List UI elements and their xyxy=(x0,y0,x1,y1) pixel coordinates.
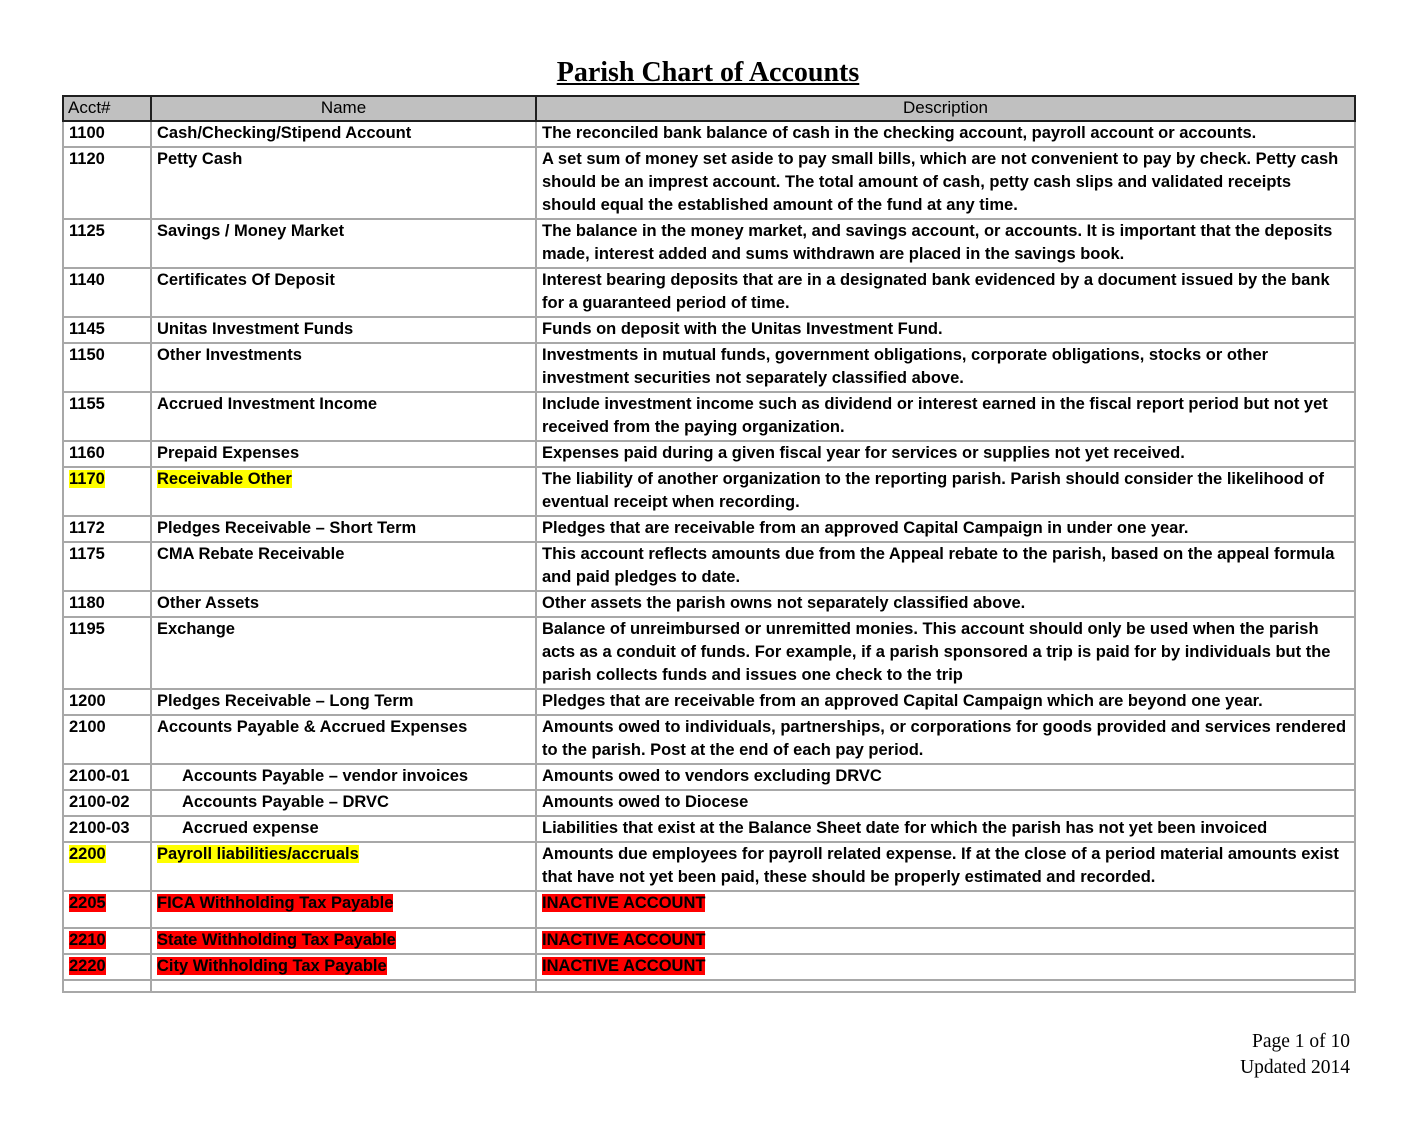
cell-acct-text: 1160 xyxy=(69,443,105,462)
cell-name xyxy=(151,542,536,591)
cell-desc xyxy=(536,816,1355,842)
cell-name xyxy=(151,842,536,891)
page-number: Page 1 of 10 xyxy=(1251,1030,1350,1052)
table-row xyxy=(63,790,1355,816)
cell-name xyxy=(151,441,536,467)
cell-name xyxy=(151,392,536,441)
table-row xyxy=(63,764,1355,790)
table-row xyxy=(63,954,1355,980)
table-row xyxy=(63,467,1355,516)
header-row xyxy=(63,96,1355,121)
cell-acct xyxy=(63,317,151,343)
cell-acct xyxy=(63,928,151,954)
cell-name-text: CMA Rebate Receivable xyxy=(157,544,345,563)
cell-desc xyxy=(536,392,1355,441)
cell-name xyxy=(151,790,536,816)
cell-desc xyxy=(536,268,1355,317)
cell-name-text: Exchange xyxy=(157,619,235,638)
table-row xyxy=(63,715,1355,764)
cell-acct xyxy=(63,689,151,715)
cell-acct-text: 1170 xyxy=(69,469,105,488)
accounts-table xyxy=(62,95,1356,993)
table-row xyxy=(63,891,1355,928)
table-row xyxy=(63,441,1355,467)
cell-name xyxy=(151,617,536,689)
page-footer xyxy=(62,1029,1354,1081)
cell-desc-text: INACTIVE ACCOUNT xyxy=(542,930,706,949)
table-row xyxy=(63,317,1355,343)
cell-name xyxy=(151,317,536,343)
cell-acct xyxy=(63,617,151,689)
cell-name-text: Accrued expense xyxy=(182,818,319,837)
cell-desc xyxy=(536,764,1355,790)
cell-name xyxy=(151,516,536,542)
cell-desc xyxy=(536,441,1355,467)
cell-name xyxy=(151,121,536,147)
cell-acct-text: 1155 xyxy=(69,394,105,413)
cell-acct-text: 1172 xyxy=(69,518,105,537)
cell-desc xyxy=(536,891,1355,928)
cell-acct xyxy=(63,790,151,816)
table-row xyxy=(63,219,1355,268)
cell-name-text: Prepaid Expenses xyxy=(157,443,300,462)
cell-desc xyxy=(536,689,1355,715)
cell-acct xyxy=(63,121,151,147)
cell-desc-text: Interest bearing deposits that are in a designated bank evidenced by a document issued by the bank for a guaranteed period of time. xyxy=(542,270,1330,312)
cell-name-text: Certificates Of Deposit xyxy=(157,270,335,289)
cell-acct xyxy=(63,467,151,516)
cell-name xyxy=(151,891,536,928)
cell-desc-text: Expenses paid during a given fiscal year for services or supplies not yet received. xyxy=(542,443,1185,462)
cell-name xyxy=(151,764,536,790)
cell-name-text: Receivable Other xyxy=(157,469,292,488)
cell-desc xyxy=(536,542,1355,591)
cell-name-text: State Withholding Tax Payable xyxy=(157,930,396,949)
cell-desc xyxy=(536,928,1355,954)
cell-desc-text: Liabilities that exist at the Balance Sheet date for which the parish has not yet been invoiced xyxy=(542,818,1268,837)
table-row xyxy=(63,928,1355,954)
cell-name-text: Cash/Checking/Stipend Account xyxy=(157,123,412,142)
cell-name-text: Accrued Investment Income xyxy=(157,394,378,413)
cell-name-text: Accounts Payable – DRVC xyxy=(182,792,389,811)
table-row xyxy=(63,343,1355,392)
cell-desc xyxy=(536,591,1355,617)
table-row xyxy=(63,816,1355,842)
cell-desc xyxy=(536,343,1355,392)
cell-name-text: Accounts Payable – vendor invoices xyxy=(182,766,469,785)
cell-acct-text: 1180 xyxy=(69,593,105,612)
cell-desc xyxy=(536,147,1355,219)
cell-desc xyxy=(536,617,1355,689)
cell-acct xyxy=(63,343,151,392)
cell-acct-text: 1200 xyxy=(69,691,106,710)
cell-desc xyxy=(536,842,1355,891)
cell-acct xyxy=(63,842,151,891)
table-row xyxy=(63,392,1355,441)
cell-name xyxy=(151,147,536,219)
cell-acct xyxy=(63,591,151,617)
cell-name xyxy=(151,268,536,317)
cell-acct xyxy=(63,816,151,842)
cell-name-text: Petty Cash xyxy=(157,149,243,168)
cell-desc-text: Balance of unreimbursed or unremitted monies. This account should only be used when the parish acts as a conduit of funds. For example, if a parish sponsored a trip is paid for by individuals but the parish collects funds and issues one check to the trip xyxy=(542,619,1331,684)
cell-acct-text: 2100-01 xyxy=(69,766,130,785)
cell-acct-text: 2100-02 xyxy=(69,792,130,811)
cell-acct-text: 2200 xyxy=(69,844,106,863)
cell-acct xyxy=(63,392,151,441)
cell-name xyxy=(151,928,536,954)
table-row xyxy=(63,542,1355,591)
cell-name xyxy=(151,219,536,268)
cell-desc-text: Amounts owed to vendors excluding DRVC xyxy=(542,766,882,785)
cell-desc-text: The liability of another organization to the reporting parish. Parish should consider the likelihood of eventual receipt when recording. xyxy=(542,469,1324,511)
cell-desc xyxy=(536,121,1355,147)
cell-name xyxy=(151,715,536,764)
table-row xyxy=(63,121,1355,147)
cell-desc-text: Pledges that are receivable from an approved Capital Campaign in under one year. xyxy=(542,518,1189,537)
table-row xyxy=(63,842,1355,891)
cell-acct xyxy=(63,516,151,542)
cell-desc-text: Investments in mutual funds, government obligations, corporate obligations, stocks or other investment securities not separately classified above. xyxy=(542,345,1269,387)
table-row xyxy=(63,516,1355,542)
cell-desc-text: A set sum of money set aside to pay small bills, which are not convenient to pay by check. Petty cash should be an imprest account. The total amount of cash, petty cash slips and validated receipts should equal the established amount of the fund at any time. xyxy=(542,149,1339,214)
cell-acct-text: 1140 xyxy=(69,270,105,289)
cell-name xyxy=(151,467,536,516)
cell-acct xyxy=(63,764,151,790)
cell-acct xyxy=(63,147,151,219)
cell-acct xyxy=(63,219,151,268)
cell-acct-text: 2205 xyxy=(69,893,106,912)
cell-acct-text: 1125 xyxy=(69,221,105,240)
cell-acct-text: 2210 xyxy=(69,930,106,949)
cell-acct xyxy=(63,441,151,467)
header-acct-number: Acct# xyxy=(63,96,151,121)
cell-name xyxy=(151,954,536,980)
table-row xyxy=(63,147,1355,219)
cell-desc-text: Amounts due employees for payroll related expense. If at the close of a period material amounts exist that have not yet been paid, these should be properly estimated and recorded. xyxy=(542,844,1339,886)
cell-acct xyxy=(63,542,151,591)
cell-acct-text: 2220 xyxy=(69,956,106,975)
cell-acct-text: 1150 xyxy=(69,345,105,364)
cell-acct-text: 1175 xyxy=(69,544,105,563)
cell-name-text: Pledges Receivable – Long Term xyxy=(157,691,414,710)
cell-acct-text: 1195 xyxy=(69,619,105,638)
cell-desc-text: The reconciled bank balance of cash in the checking account, payroll account or accounts. xyxy=(542,123,1257,142)
cell-name-text: Other Investments xyxy=(157,345,302,364)
cell-name xyxy=(151,591,536,617)
cell-desc xyxy=(536,467,1355,516)
cell-name-text: Accounts Payable & Accrued Expenses xyxy=(157,717,468,736)
cell-desc xyxy=(536,715,1355,764)
cell-name-text: Pledges Receivable – Short Term xyxy=(157,518,417,537)
cell-desc-text: INACTIVE ACCOUNT xyxy=(542,893,706,912)
cell-acct-text: 2100-03 xyxy=(69,818,130,837)
header-name: Name xyxy=(151,96,536,121)
cell-name-text: Other Assets xyxy=(157,593,260,612)
document-page xyxy=(0,58,1408,1081)
cell-desc-text: INACTIVE ACCOUNT xyxy=(542,956,706,975)
cell-desc xyxy=(536,516,1355,542)
cell-acct xyxy=(63,715,151,764)
cell-desc xyxy=(536,954,1355,980)
cell-desc-text: Amounts owed to Diocese xyxy=(542,792,749,811)
spacer-row xyxy=(63,980,1355,992)
header-description: Description xyxy=(536,96,1355,121)
cell-desc xyxy=(536,219,1355,268)
cell-name-text: City Withholding Tax Payable xyxy=(157,956,387,975)
cell-desc-text: Amounts owed to individuals, partnerships, or corporations for goods provided and services rendered to the parish. Post at the end of each pay period. xyxy=(542,717,1347,759)
table-row xyxy=(63,689,1355,715)
accounts-table-body xyxy=(63,121,1355,992)
cell-name xyxy=(151,816,536,842)
cell-acct-text: 1145 xyxy=(69,319,105,338)
cell-desc-text: The balance in the money market, and savings account, or accounts. It is important that the deposits made, interest added and sums withdrawn are placed in the savings book. xyxy=(542,221,1333,263)
table-row xyxy=(63,268,1355,317)
cell-name-text: Savings / Money Market xyxy=(157,221,345,240)
cell-acct xyxy=(63,268,151,317)
cell-acct xyxy=(63,954,151,980)
cell-desc-text: Other assets the parish owns not separately classified above. xyxy=(542,593,1026,612)
cell-name xyxy=(151,689,536,715)
cell-desc-text: This account reflects amounts due from the Appeal rebate to the parish, based on the appeal formula and paid pledges to date. xyxy=(542,544,1335,586)
cell-name xyxy=(151,343,536,392)
cell-desc xyxy=(536,790,1355,816)
cell-acct-text: 2100 xyxy=(69,717,106,736)
cell-name-text: FICA Withholding Tax Payable xyxy=(157,893,394,912)
table-row xyxy=(63,591,1355,617)
cell-desc xyxy=(536,317,1355,343)
cell-acct-text: 1100 xyxy=(69,123,105,142)
table-row xyxy=(63,617,1355,689)
cell-name-text: Unitas Investment Funds xyxy=(157,319,354,338)
cell-desc-text: Funds on deposit with the Unitas Investment Fund. xyxy=(542,319,943,338)
cell-name-text: Payroll liabilities/accruals xyxy=(157,844,359,863)
cell-acct xyxy=(63,891,151,928)
cell-desc-text: Pledges that are receivable from an approved Capital Campaign which are beyond one year. xyxy=(542,691,1263,710)
cell-desc-text: Include investment income such as dividend or interest earned in the fiscal report period but not yet received from the paying organization. xyxy=(542,394,1328,436)
updated-date: Updated 2014 xyxy=(1240,1056,1350,1078)
cell-acct-text: 1120 xyxy=(69,149,105,168)
table-header xyxy=(63,96,1355,121)
page-title: Parish Chart of Accounts xyxy=(556,57,860,88)
